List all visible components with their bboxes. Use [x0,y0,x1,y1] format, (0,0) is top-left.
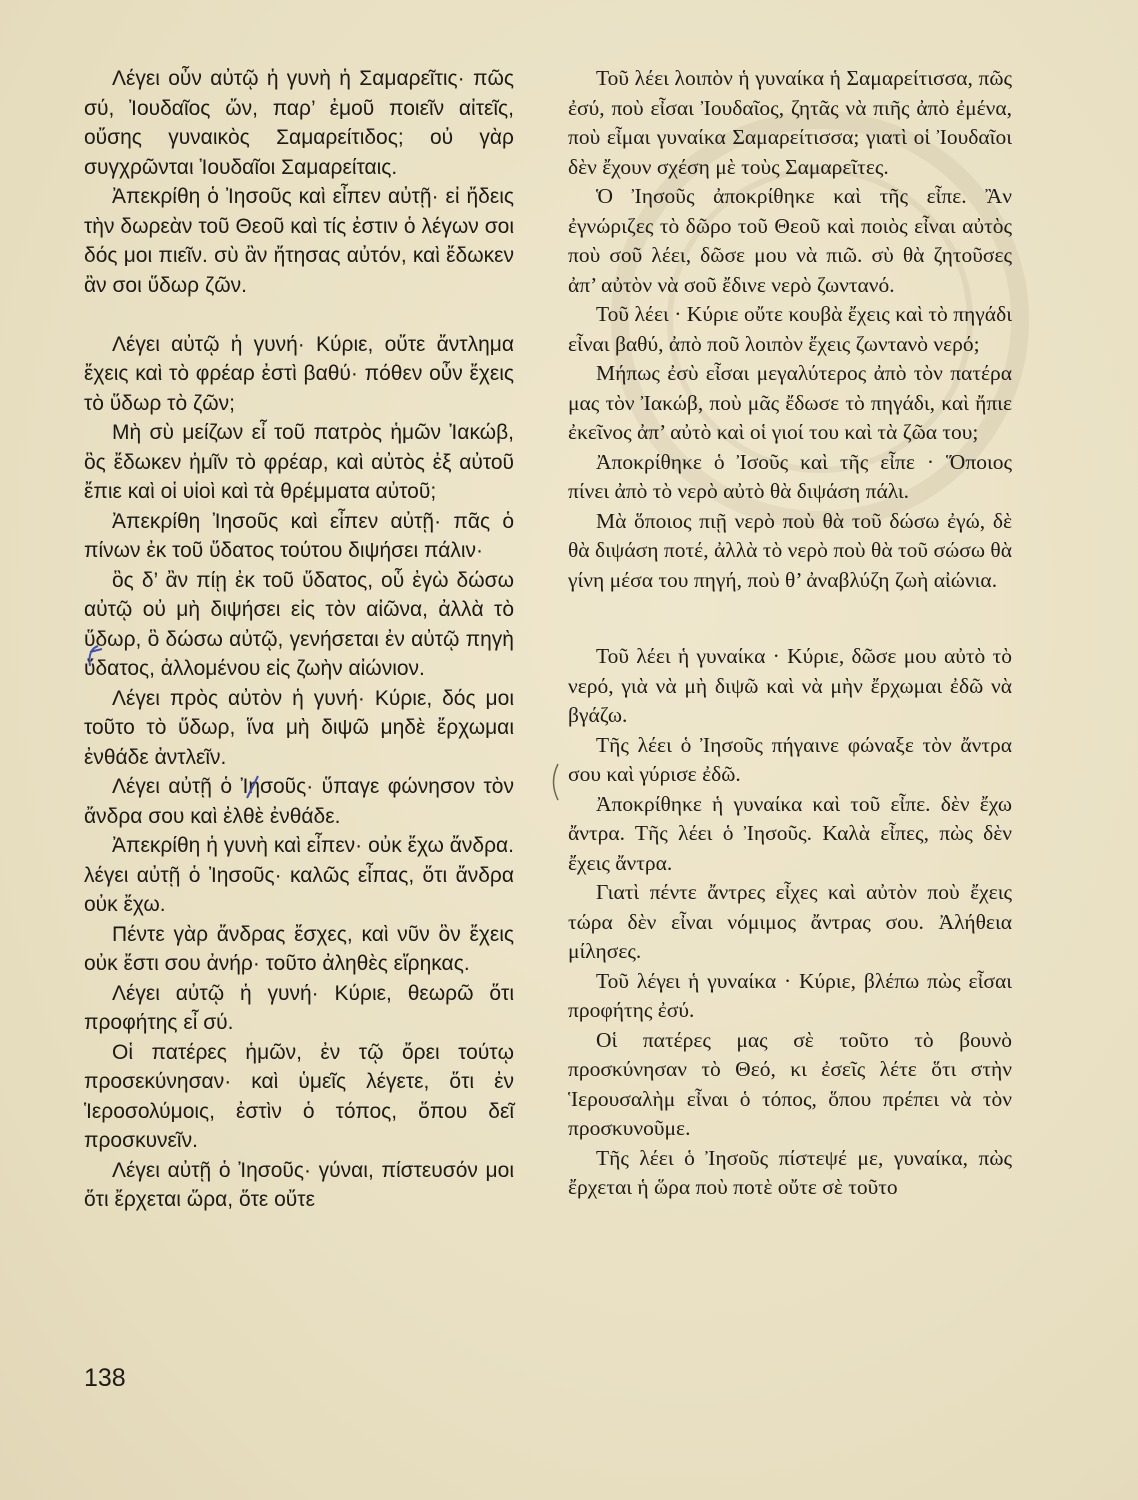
ancient-paragraph-12: Οἱ πατέρες ἡμῶν, ἐν τῷ ὄρει τούτῳ προσεκύνησαν· καὶ ὑμεῖς λέγετε, ὅτι ἐν Ἱεροσολύμοις, ἐστὶν ὁ τόπος, ὅπου δεῖ προσκυνεῖν. [84,1040,514,1152]
ancient-paragraph-7: Λέγει πρὸς αὐτὸν ἡ γυνή· Κύριε, δός μοι τοῦτο τὸ ὕδωρ, ἵνα μὴ διψῶ μηδὲ ἔρχωμαι ἐνθάδε ἀντλεῖν. [84,686,514,769]
modern-paragraph-8: Τῆς λέει ὁ Ἰησοῦς πήγαινε φώναξε τὸν ἄντρα σου καὶ γύρισε ἐδῶ. [568,732,1012,786]
ancient-paragraph-8: Λέγει αὐτῇ ὁ Ἰησοῦς· ὕπαγε φώνησον τὸν ἄνδρα σου καὶ ἐλθὲ ἐνθάδε. [84,775,514,828]
modern-paragraph-9: Ἀποκρίθηκε ἡ γυναίκα καὶ τοῦ εἶπε. δὲν ἔχω ἄντρα. Τῆς λέει ὁ Ἰησοῦς. Καλὰ εἶπες, πὼς δὲν ἔχεις ἄντρα. [568,791,1012,875]
modern-paragraph-5: Ἀποκρίθηκε ὁ Ἰσοῦς καὶ τῆς εἶπε · Ὅποιος πίνει ἀπὸ τὸ νερὸ αὐτὸ θὰ διψάση πάλι. [568,449,1012,503]
page-number: 138 [84,1364,126,1392]
ancient-paragraph-4: Μὴ σὺ μείζων εἶ τοῦ πατρὸς ἡμῶν Ἰακώβ, ὃς ἔδωκεν ἡμῖν τὸ φρέαρ, καὶ αὐτὸς ἐξ αὐτοῦ ἔπιε καὶ οἱ υἱοὶ καὶ τὰ θρέμματα αὐτοῦ; [84,421,514,503]
modern-paragraph-12: Οἱ πατέρες μας σὲ τοῦτο τὸ βουνὸ προσκύνησαν τὸ Θεό, κι ἐσεῖς λέτε ὅτι στὴν Ἱερουσαλὴμ εἶναι ὁ τόπος, ὅπου πρέπει νὰ τὸν προσκυνοῦμε. [568,1027,1012,1140]
ancient-paragraph-6: ὃς δ’ ἂν πίῃ ἐκ τοῦ ὕδατος, οὗ ἐγὼ δώσω αὐτῷ οὐ μὴ διψήσει εἰς τὸν αἰῶνα, ἀλλὰ τὸ ὕδωρ, ὃ δώσω αὐτῷ, γενήσεται ἐν αὐτῷ πηγὴ ὕδατος, ἀλλομένου εἰς ζωὴν αἰώνιον. [84,568,514,680]
ancient-paragraph-11: Λέγει αὐτῷ ἡ γυνή· Κύριε, θεωρῶ ὅτι προφήτης εἶ σύ. [84,981,514,1034]
ancient-paragraph-5: Ἀπεκρίθη Ἰησοῦς καὶ εἶπεν αὐτῇ· πᾶς ὁ πίνων ἐκ τοῦ ὕδατος τούτου διψήσει πάλιν· [84,509,514,562]
paragraph-spacer [84,300,514,330]
ancient-paragraph-9: Ἀπεκρίθη ἡ γυνὴ καὶ εἶπεν· οὐκ ἔχω ἄνδρα. λέγει αὐτῇ ὁ Ἰησοῦς· καλῶς εἶπας, ὅτι ἄνδρα οὐκ ἔχω. [84,834,514,916]
ancient-paragraph-1: Λέγει οὖν αὐτῷ ἡ γυνὴ ἡ Σαμαρεῖτις· πῶς σύ, Ἰουδαῖος ὤν, παρ’ ἐμοῦ ποιεῖν αἰτεῖς, οὔσης γυναικὸς Σαμαρείτιδος; οὐ γὰρ συγχρῶνται Ἰουδαῖοι Σαμαρείταις. [84,67,514,179]
modern-greek-column [568,64,1012,1203]
modern-paragraph-4: Μήπως ἐσὺ εἶσαι μεγαλύτερος ἀπὸ τὸν πατέρα μας τὸν Ἰακώβ, ποὺ μᾶς ἔδωσε τὸ πηγάδι, καὶ ἤπιε ἐκεῖνος ἀπ’ αὐτὸ καὶ οἱ γιοί του καὶ τὰ ζῶα του; [568,361,1012,444]
pen-mark-left-start [84,644,106,670]
modern-paragraph-6: Μὰ ὅποιος πιῇ νερὸ ποὺ θὰ τοῦ δώσω ἐγώ, δὲ θὰ διψάση ποτέ, ἀλλὰ τὸ νερὸ ποὺ θὰ τοῦ σώσω θὰ γίνη μέσα του πηγή, ποὺ θ’ ἀναβλύζη ζωὴ αἰώνια. [568,508,1012,592]
ancient-paragraph-13: Λέγει αὐτῇ ὁ Ἰησοῦς· γύναι, πίστευσόν μοι ὅτι ἔρχεται ὥρα, ὅτε οὔτε [84,1158,514,1211]
pen-mark-right-margin [548,762,562,802]
pen-mark-left-end [244,774,262,800]
ancient-greek-column [84,64,514,1215]
modern-paragraph-11: Τοῦ λέγει ἡ γυναίκα · Κύριε, βλέπω πὼς εἶσαι προφήτης ἐσύ. [568,968,1012,1022]
paragraph-spacer [568,595,1012,642]
modern-paragraph-10: Γιατὶ πέντε ἄντρες εἶχες καὶ αὐτὸν ποὺ ἔχεις τώρα δὲν εἶναι νόμιμος ἄντρας σου. Ἀλήθεια μίλησες. [568,880,1012,963]
ancient-paragraph-10: Πέντε γὰρ ἄνδρας ἔσχες, καὶ νῦν ὃν ἔχεις οὐκ ἔστι σου ἀνήρ· τοῦτο ἀληθὲς εἴρηκας. [84,922,514,975]
modern-paragraph-7: Τοῦ λέει ἡ γυναίκα · Κύριε, δῶσε μου αὐτὸ τὸ νερό, γιὰ νὰ μὴ διψῶ καὶ νὰ μὴν ἔρχωμαι ἐδῶ νὰ βγάζω. [568,644,1012,727]
modern-paragraph-3: Τοῦ λέει · Κύριε οὔτε κουβὰ ἔχεις καὶ τὸ πηγάδι εἶναι βαθύ, ἀπὸ ποῦ λοιπὸν ἔχεις ζωντανὸ νερό; [568,302,1012,356]
ancient-paragraph-2: Ἀπεκρίθη ὁ Ἰησοῦς καὶ εἶπεν αὐτῇ· εἰ ἤδεις τὴν δωρεὰν τοῦ Θεοῦ καὶ τίς ἐστιν ὁ λέγων σοι δός μοι πιεῖν. σὺ ἂν ἤτησας αὐτόν, καὶ ἔδωκεν ἂν σοι ὕδωρ ζῶν. [84,185,514,297]
modern-paragraph-13: Τῆς λέει ὁ Ἰησοῦς πίστεψέ με, γυναίκα, πὼς ἔρχεται ἡ ὥρα ποὺ ποτὲ οὔτε σὲ τοῦτο [568,1145,1012,1199]
ancient-paragraph-3: Λέγει αὐτῷ ἡ γυνή· Κύριε, οὔτε ἄντλημα ἔχεις καὶ τὸ φρέαρ ἐστὶ βαθύ· πόθεν οὖν ἔχεις τὸ ὕδωρ τὸ ζῶν; [84,332,514,415]
modern-paragraph-2: Ὁ Ἰησοῦς ἀποκρίθηκε καὶ τῆς εἶπε. Ἂν ἐγνώριζες τὸ δῶρο τοῦ Θεοῦ καὶ ποιὸς εἶναι αὐτὸς ποὺ σοῦ λέει, δῶσε μου νὰ πιῶ. σὺ θὰ ζητοῦσες ἀπ’ αὐτὸν νὰ σοῦ ἔδινε νερὸ ζωντανό. [568,184,1012,297]
modern-paragraph-1: Τοῦ λέει λοιπὸν ἡ γυναίκα ἡ Σαμαρείτισσα, πῶς ἐσύ, ποὺ εἶσαι Ἰουδαῖος, ζητᾶς νὰ πιῆς ἀπὸ ἐμένα, ποὺ εἶμαι γυναίκα Σαμαρείτισσα; γιατὶ οἱ Ἰουδαῖοι δὲν ἔχουν σχέση μὲ τοὺς Σαμαρεῖτες. [568,66,1012,179]
